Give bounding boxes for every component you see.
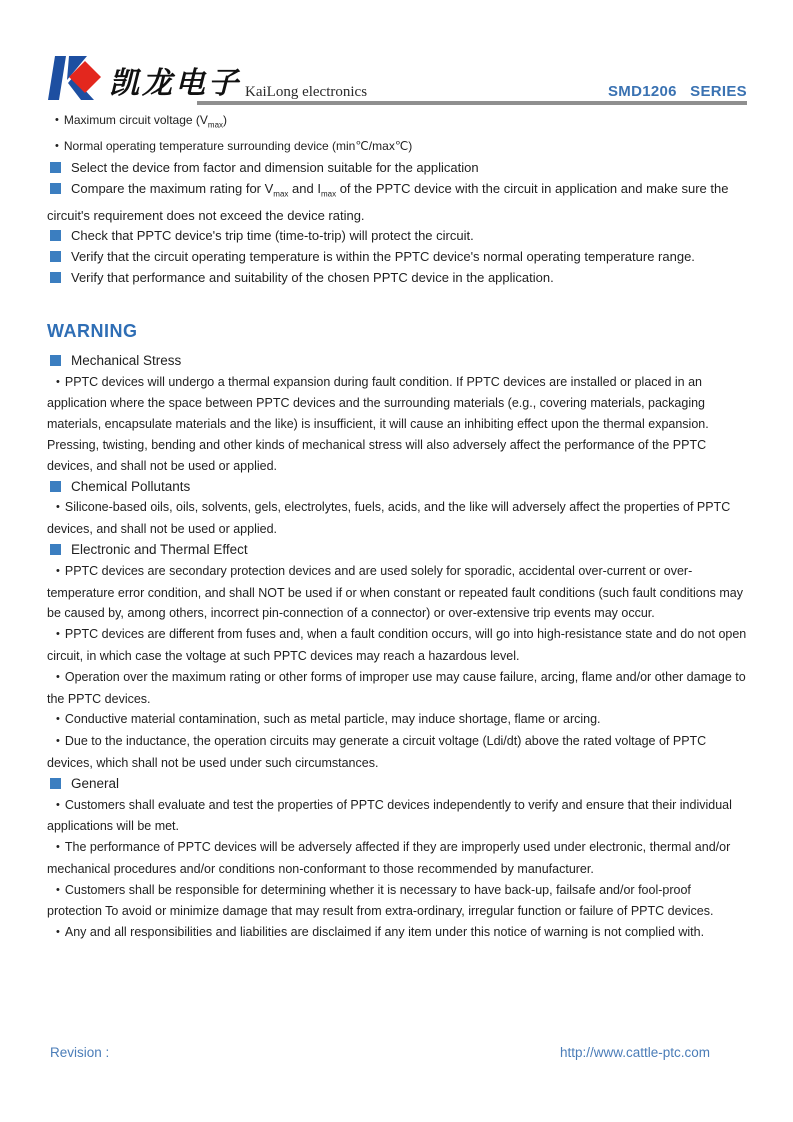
warning-paragraph: • Due to the inductance, the operation circuits may generate a circuit voltage (Ldi/dt) above the rated voltage of PPTC devices, which shall not be used under such circumstances. [47,731,747,774]
page-header [47,54,747,101]
section-heading-general [47,774,747,795]
checklist-text: Select the device from factor and dimension suitable for the application [71,160,479,176]
section-heading-mechanical-stress [47,351,747,372]
checklist-text: Verify that the circuit operating temperature is within the PPTC device's normal operating temperature range. [71,249,695,265]
checklist-text: Check that PPTC device's trip time (time-to-trip) will protect the circuit. [71,228,474,244]
blue-square-bullet-icon [50,272,61,283]
website-link[interactable]: http://www.cattle-ptc.com [559,1045,710,1060]
blue-square-bullet-icon [50,481,61,492]
warning-paragraph: • Any and all responsibilities and liabilities are disclaimed if any item under this notice of warning is not complied with. [47,922,747,944]
header-divider [197,101,747,105]
section-heading-text: Electronic and Thermal Effect [71,541,248,557]
subscript: max [320,189,337,199]
revision-label: Revision : [50,1045,110,1060]
blue-square-bullet-icon [50,183,61,194]
blue-square-bullet-icon [50,355,61,366]
brand-logo [47,55,367,101]
logo-english-text: KaiLong electronics [245,84,368,100]
blue-square-bullet-icon [50,230,61,241]
warning-paragraph: • Customers shall be responsible for determining whether it is necessary to have back-up, failsafe and/or fool-proof protection To avoid or minimize damage that may result from extra-ordinary, irregular function or failure of PPTC devices. [47,880,747,923]
warning-paragraph: • PPTC devices are secondary protection devices and are used solely for sporadic, accidental over-current or over-temperature error condition, and shall NOT be used if or when constant or repeated fault conditions (such fault conditions may be caused by, among others, incorrect pin-connection of a connector) or over-extensive trip events may occur. [47,561,747,624]
checklist-item [47,268,747,289]
series-title: SMD1206 SERIES [607,83,747,100]
kailong-logo-icon [47,55,103,101]
checklist-text: Verify that performance and suitability of the chosen PPTC device in the application. [71,269,554,285]
checklist-text: of the PPTC device with the circuit in application and make sure the circuit's requirement does not exceed the device rating. [47,181,729,223]
checklist-item [47,226,747,247]
logo-chinese-text: 凯龙电子 [109,66,241,101]
section-heading-text: Mechanical Stress [71,352,182,368]
checklist-item [47,179,747,226]
section-heading-chemical-pollutants [47,477,747,498]
warning-heading: WARNING [47,320,138,341]
warning-paragraph: • PPTC devices are different from fuses and, when a fault condition occurs, will go into high-resistance state and do not open circuit, in which case the voltage at such PPTC devices may reach a hazardous level. [47,624,747,667]
warning-paragraph: • The performance of PPTC devices will be adversely affected if they are improperly used under electronic, thermal and/or mechanical procedures and/or conditions non-conformant to those recommended by manufacturer. [47,837,747,880]
page-footer [50,1045,747,1060]
blue-square-bullet-icon [50,544,61,555]
warning-paragraph: • PPTC devices will undergo a thermal expansion during fault condition. If PPTC devices are installed or placed in an application where the space between PPTC devices and the surrounding materials (e.g., covering materials, packaging materials, encapsulate materials and the like) is insufficient, it will cause an inhibiting effect upon the thermal expansion. Pressing, twisting, bending and other kinds of mechanical stress will also adversely affect the performance of the PPTC devices, and shall not be used or applied. [47,372,747,477]
checklist-text: Compare the maximum rating for V [71,181,274,197]
section-heading-electronic-thermal [47,540,747,561]
selection-intro [47,110,747,157]
blue-square-bullet-icon [50,778,61,789]
bullet-max-circuit-voltage [47,110,747,136]
warning-body [47,351,747,944]
checklist-text: and I [288,181,321,197]
section-heading-text: General [71,775,120,791]
checklist-item [47,158,747,179]
bullet-text: Maximum circuit voltage (V [63,113,208,127]
page-body [47,110,747,944]
warning-paragraph: • Customers shall evaluate and test the properties of PPTC devices independently to verify and ensure that their individual applications will be met. [47,795,747,838]
selection-checklist [47,158,747,288]
checklist-item [47,247,747,268]
warning-paragraph: • Silicone-based oils, oils, solvents, gels, electrolytes, fuels, acids, and the like will adversely affect the properties of PPTC devices, and shall not be used or applied. [47,497,747,540]
warning-paragraph: • Conductive material contamination, such as metal particle, may induce shortage, flame or arcing. [47,709,747,731]
blue-square-bullet-icon [50,162,61,173]
bullet-text: ) [223,113,228,127]
bullet-operating-temperature: • Normal operating temperature surrounding device (min℃/max℃) [47,136,747,158]
section-heading-text: Chemical Pollutants [71,478,191,494]
blue-square-bullet-icon [50,251,61,262]
subscript: max [207,120,224,130]
warning-paragraph: • Operation over the maximum rating or other forms of improper use may cause failure, arcing, flame and/or other damage to the PPTC devices. [47,667,747,710]
subscript: max [273,189,289,199]
